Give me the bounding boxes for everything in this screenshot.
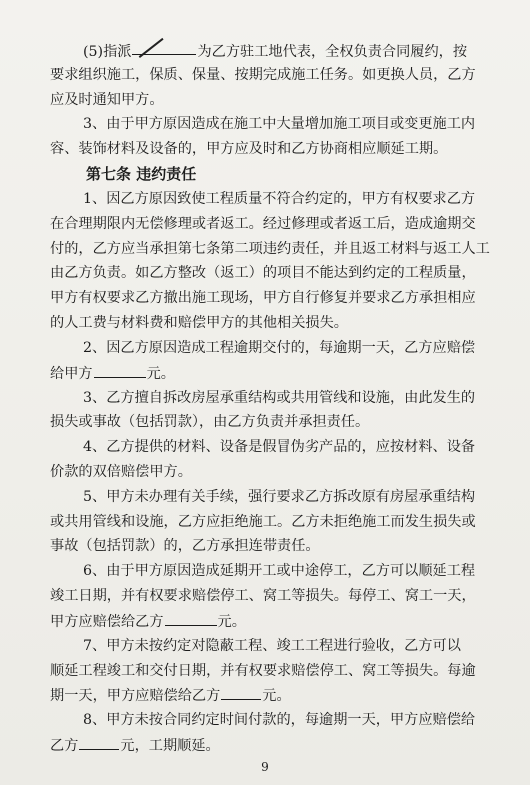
text-line: 在合理期限内无偿修理或者返工。经过修理或者返工后，造成逾期交	[50, 216, 476, 232]
text-line: 要求组织施工，保质、保量、按期完成施工任务。如更换人员，乙方	[50, 67, 476, 83]
slash-mark	[132, 40, 164, 56]
text-line: 或共用管线和设施，乙方应拒绝施工。乙方未拒绝施工而发生损失或	[50, 514, 476, 530]
text-line: 由乙方负责。如乙方整改（返工）的项目不能达到约定的工程质量，	[50, 265, 476, 281]
section-heading: 第七条 违约责任	[86, 165, 197, 183]
text-line: 容、装饰材料及设备的，甲方应及时和乙方协商相应顺延工期。	[50, 141, 448, 157]
text-line: 竣工日期，并有权要求赔偿停工、窝工等损失。每停工、窝工一天，	[50, 588, 476, 604]
fill-blank-representative	[132, 40, 196, 55]
text-line: 乙方 元，工期顺延。	[0, 735, 530, 756]
text-line: 价款的双倍赔偿甲方。	[50, 464, 192, 480]
line-text: 为乙方驻工地代表，全权负责合同履约，按	[197, 44, 468, 60]
fill-blank	[165, 611, 217, 626]
text-line: 7、甲方未按约定对隐蔽工程、竣工工程进行验收，乙方可以	[83, 638, 461, 654]
text-line	[0, 40, 530, 62]
text-line: 甲方应赔偿给乙方 元。	[0, 611, 530, 632]
text-line: 的人工费与材料费和赔偿甲方的其他相关损失。	[50, 315, 348, 331]
text-line: 8、甲方未按合同约定时间付款的，每逾期一天，甲方应赔偿给	[83, 712, 476, 728]
text-line: 3、由于甲方原因造成在施工中大量增加施工项目或变更施工内	[83, 116, 476, 132]
text-line: 3、乙方擅自拆改房屋承重结构或共用管线和设施，由此发生的	[83, 390, 476, 406]
page-number: 9	[261, 760, 269, 774]
text-line: 1、因乙方原因致使工程质量不符合约定的，甲方有权要求乙方	[83, 191, 476, 207]
text-line: 2、因乙方原因造成工程逾期交付的，每逾期一天，乙方应赔偿	[83, 340, 476, 356]
text-line: 甲方有权要求乙方撤出施工现场，甲方自行修复并要求乙方承担相应	[50, 290, 476, 306]
fill-blank	[221, 685, 261, 700]
fill-blank	[94, 363, 146, 378]
text-line: 顺延工程竣工和交付日期，并有权要求赔偿停工、窝工等损失。每逾	[50, 663, 476, 679]
fill-blank	[79, 735, 119, 750]
text-line: 应及时通知甲方。	[50, 92, 164, 108]
text-line: 期一天，甲方应赔偿给乙方 元。	[0, 685, 530, 706]
line-text: (5)指派	[83, 44, 132, 60]
text-line: 损失或事故（包括罚款），由乙方负责并承担责任。	[50, 414, 370, 430]
text-line: 6、由于甲方原因造成延期开工或中途停工，乙方可以顺延工程	[83, 563, 476, 579]
text-line: 事故（包括罚款）的，乙方承担连带责任。	[50, 538, 320, 554]
text-line: 给甲方 元。	[0, 363, 530, 384]
text-line: 5、甲方未办理有关手续，强行要求乙方拆改原有房屋承重结构	[83, 489, 476, 505]
text-line: 付的，乙方应当承担第七条第二项违约责任，并且返工材料与返工人工	[50, 241, 490, 257]
text-line: 4、乙方提供的材料、设备是假冒伪劣产品的，应按材料、设备	[83, 439, 476, 455]
